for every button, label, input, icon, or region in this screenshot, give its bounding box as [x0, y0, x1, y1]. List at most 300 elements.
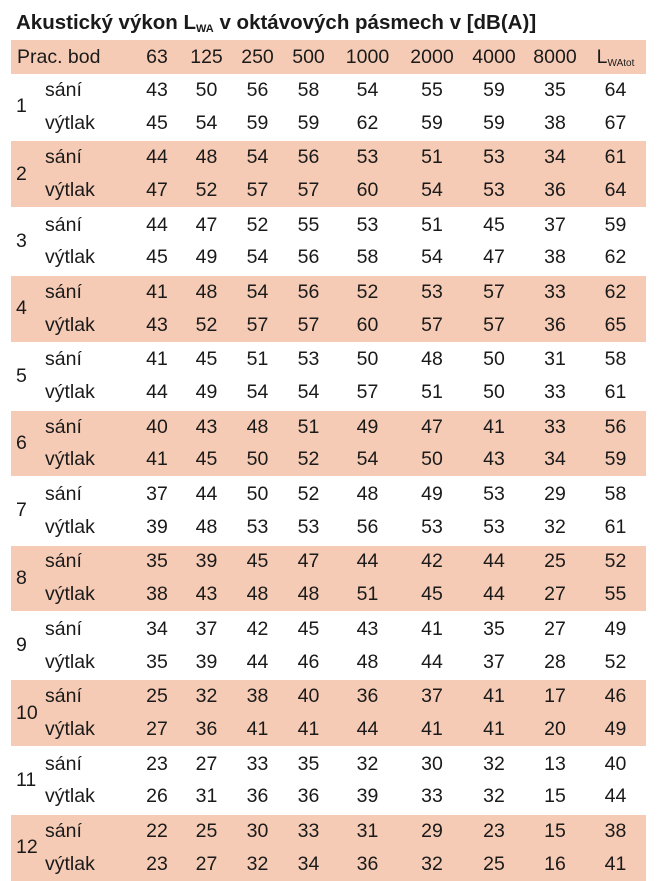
value-cell: 22: [146, 819, 168, 842]
value-cell: 45: [483, 213, 505, 236]
table-row: [11, 578, 646, 612]
operating-point-group: [11, 612, 646, 679]
value-cell: 57: [246, 313, 269, 336]
mode-label: sání: [45, 348, 82, 371]
value-cell: 27: [195, 852, 218, 875]
value-cell: 36: [356, 852, 379, 875]
header-band: 250: [241, 45, 274, 68]
value-cell: 57: [246, 178, 269, 201]
total-cell: 49: [604, 717, 627, 740]
total-cell: 64: [604, 178, 627, 201]
value-cell: 52: [246, 213, 269, 236]
value-cell: 48: [195, 515, 218, 538]
value-cell: 25: [146, 685, 168, 708]
table-row: [11, 848, 646, 881]
value-cell: 49: [421, 483, 443, 506]
value-cell: 27: [544, 583, 566, 606]
value-cell: 53: [421, 280, 443, 303]
table-row: [11, 814, 646, 848]
value-cell: 29: [421, 819, 443, 842]
value-cell: 42: [246, 617, 269, 640]
table-row: [11, 376, 646, 410]
value-cell: 56: [297, 280, 320, 303]
operating-point-group: [11, 208, 646, 275]
value-cell: 54: [421, 246, 443, 269]
value-cell: 40: [297, 685, 320, 708]
value-cell: 56: [356, 515, 379, 538]
value-cell: 57: [356, 381, 379, 404]
table-row: [11, 208, 646, 242]
mode-label: výtlak: [45, 246, 95, 269]
header-band: 8000: [533, 45, 577, 68]
mode-label: výtlak: [45, 381, 95, 404]
value-cell: 41: [421, 717, 443, 740]
value-cell: 48: [297, 583, 320, 606]
value-cell: 58: [356, 246, 379, 269]
value-cell: 45: [246, 550, 269, 573]
value-cell: 41: [297, 717, 320, 740]
operating-point-number: 8: [16, 566, 27, 589]
table-row: [11, 545, 646, 579]
value-cell: 37: [421, 685, 443, 708]
mode-label: sání: [45, 617, 82, 640]
header-total-sub: WAtot: [607, 57, 635, 69]
value-cell: 50: [483, 348, 505, 371]
mode-label: sání: [45, 213, 82, 236]
value-cell: 49: [356, 415, 379, 438]
value-cell: 36: [356, 685, 379, 708]
value-cell: 45: [146, 246, 168, 269]
value-cell: 36: [195, 717, 218, 740]
value-cell: 33: [544, 280, 566, 303]
value-cell: 33: [297, 819, 320, 842]
value-cell: 60: [356, 178, 379, 201]
value-cell: 49: [195, 381, 218, 404]
operating-point-number: 4: [16, 297, 27, 320]
value-cell: 49: [195, 246, 218, 269]
total-cell: 56: [604, 415, 627, 438]
value-cell: 51: [297, 415, 320, 438]
table-row: [11, 747, 646, 781]
value-cell: 44: [483, 550, 505, 573]
value-cell: 50: [195, 78, 218, 101]
value-cell: 47: [146, 178, 168, 201]
value-cell: 54: [246, 381, 269, 404]
header-row: [11, 40, 646, 74]
value-cell: 54: [246, 146, 269, 169]
value-cell: 53: [483, 178, 505, 201]
value-cell: 51: [421, 381, 443, 404]
table-row: [11, 646, 646, 680]
value-cell: 36: [544, 178, 566, 201]
operating-point-group: [11, 747, 646, 814]
value-cell: 53: [246, 515, 269, 538]
table-row: [11, 140, 646, 174]
value-cell: 13: [544, 752, 566, 775]
value-cell: 57: [297, 313, 320, 336]
value-cell: 59: [483, 111, 505, 134]
value-cell: 27: [146, 717, 168, 740]
value-cell: 36: [544, 313, 566, 336]
value-cell: 37: [146, 483, 168, 506]
value-cell: 51: [246, 348, 269, 371]
value-cell: 34: [297, 852, 320, 875]
value-cell: 30: [246, 819, 269, 842]
value-cell: 41: [146, 348, 168, 371]
value-cell: 32: [483, 752, 505, 775]
sound-power-table: [11, 40, 646, 881]
value-cell: 15: [544, 785, 566, 808]
table-row: [11, 780, 646, 814]
value-cell: 50: [246, 448, 269, 471]
value-cell: 50: [421, 448, 443, 471]
mode-label: sání: [45, 78, 82, 101]
value-cell: 38: [246, 685, 269, 708]
table-row: [11, 275, 646, 309]
value-cell: 48: [195, 280, 218, 303]
value-cell: 54: [356, 78, 379, 101]
mode-label: sání: [45, 280, 82, 303]
value-cell: 50: [246, 483, 269, 506]
header-band: 1000: [345, 45, 390, 68]
value-cell: 55: [421, 78, 443, 101]
operating-point-group: [11, 679, 646, 746]
total-cell: 61: [604, 146, 627, 169]
value-cell: 44: [246, 650, 269, 673]
value-cell: 48: [356, 483, 379, 506]
value-cell: 51: [356, 583, 379, 606]
value-cell: 56: [297, 246, 320, 269]
value-cell: 54: [356, 448, 379, 471]
value-cell: 29: [544, 483, 566, 506]
value-cell: 44: [483, 583, 505, 606]
operating-point-group: [11, 343, 646, 410]
value-cell: 32: [195, 685, 218, 708]
total-cell: 44: [604, 785, 627, 808]
total-cell: 58: [604, 483, 627, 506]
value-cell: 33: [544, 381, 566, 404]
total-cell: 46: [604, 685, 627, 708]
total-cell: 62: [604, 280, 627, 303]
operating-point-group: [11, 545, 646, 612]
value-cell: 25: [195, 819, 218, 842]
value-cell: 33: [246, 752, 269, 775]
value-cell: 44: [146, 381, 168, 404]
total-cell: 49: [604, 617, 627, 640]
mode-label: sání: [45, 483, 82, 506]
value-cell: 53: [421, 515, 443, 538]
table-row: [11, 477, 646, 511]
value-cell: 54: [421, 178, 443, 201]
value-cell: 44: [146, 213, 168, 236]
value-cell: 25: [483, 852, 505, 875]
value-cell: 32: [421, 852, 443, 875]
value-cell: 51: [421, 146, 443, 169]
header-total: [585, 40, 646, 74]
value-cell: 39: [146, 515, 168, 538]
table-row: [11, 241, 646, 275]
header-total-main: L: [596, 45, 608, 68]
value-cell: 44: [421, 650, 443, 673]
value-cell: 48: [246, 415, 269, 438]
operating-point-group: [11, 74, 646, 140]
value-cell: 39: [195, 550, 218, 573]
value-cell: 55: [297, 213, 320, 236]
total-cell: 61: [604, 515, 627, 538]
mode-label: výtlak: [45, 178, 95, 201]
value-cell: 47: [195, 213, 218, 236]
value-cell: 32: [483, 785, 505, 808]
value-cell: 60: [356, 313, 379, 336]
value-cell: 41: [483, 717, 505, 740]
value-cell: 51: [421, 213, 443, 236]
value-cell: 50: [356, 348, 379, 371]
value-cell: 57: [297, 178, 320, 201]
value-cell: 45: [195, 448, 218, 471]
value-cell: 62: [356, 111, 379, 134]
operating-point-number: 10: [16, 701, 38, 724]
total-cell: 38: [604, 819, 627, 842]
operating-point-group: [11, 814, 646, 880]
table-row: [11, 612, 646, 646]
value-cell: 48: [356, 650, 379, 673]
value-cell: 43: [146, 313, 168, 336]
mode-label: výtlak: [45, 448, 95, 471]
value-cell: 23: [146, 752, 168, 775]
mode-label: sání: [45, 752, 82, 775]
header-band: 4000: [472, 45, 516, 68]
value-cell: 34: [146, 617, 168, 640]
value-cell: 52: [356, 280, 379, 303]
header-band: 2000: [410, 45, 454, 68]
operating-point-number: 5: [16, 364, 27, 387]
value-cell: 27: [544, 617, 566, 640]
value-cell: 43: [195, 583, 218, 606]
value-cell: 57: [483, 313, 505, 336]
mode-label: výtlak: [45, 852, 95, 875]
value-cell: 45: [146, 111, 168, 134]
value-cell: 56: [297, 146, 320, 169]
value-cell: 43: [146, 78, 168, 101]
operating-point-number: 1: [16, 95, 27, 118]
value-cell: 59: [421, 111, 443, 134]
value-cell: 48: [246, 583, 269, 606]
value-cell: 53: [483, 146, 505, 169]
table-title: [16, 8, 536, 38]
total-cell: 41: [604, 852, 627, 875]
mode-label: sání: [45, 550, 82, 573]
value-cell: 31: [544, 348, 566, 371]
value-cell: 33: [544, 415, 566, 438]
value-cell: 44: [356, 717, 379, 740]
value-cell: 30: [421, 752, 443, 775]
value-cell: 48: [421, 348, 443, 371]
value-cell: 25: [544, 550, 566, 573]
value-cell: 17: [544, 685, 566, 708]
value-cell: 47: [483, 246, 505, 269]
value-cell: 26: [146, 785, 168, 808]
table-row: [11, 309, 646, 343]
value-cell: 41: [421, 617, 443, 640]
mode-label: výtlak: [45, 111, 95, 134]
value-cell: 44: [195, 483, 218, 506]
value-cell: 59: [246, 111, 269, 134]
total-cell: 67: [604, 111, 627, 134]
total-cell: 52: [604, 650, 627, 673]
value-cell: 35: [544, 78, 566, 101]
value-cell: 59: [297, 111, 320, 134]
mode-label: sání: [45, 819, 82, 842]
value-cell: 43: [356, 617, 379, 640]
value-cell: 47: [421, 415, 443, 438]
value-cell: 31: [195, 785, 218, 808]
value-cell: 53: [297, 348, 320, 371]
value-cell: 27: [195, 752, 218, 775]
table-row: [11, 174, 646, 208]
table-row: [11, 74, 646, 107]
value-cell: 39: [356, 785, 379, 808]
operating-point-number: 3: [16, 229, 27, 252]
value-cell: 43: [483, 448, 505, 471]
header-point: Prac. bod: [17, 45, 101, 68]
total-cell: 58: [604, 348, 627, 371]
value-cell: 32: [356, 752, 379, 775]
value-cell: 39: [195, 650, 218, 673]
mode-label: výtlak: [45, 717, 95, 740]
value-cell: 52: [297, 448, 320, 471]
mode-label: sání: [45, 685, 82, 708]
table-row: [11, 444, 646, 478]
mode-label: výtlak: [45, 313, 95, 336]
value-cell: 52: [195, 178, 218, 201]
value-cell: 36: [297, 785, 320, 808]
value-cell: 53: [483, 515, 505, 538]
value-cell: 34: [544, 146, 566, 169]
value-cell: 54: [297, 381, 320, 404]
value-cell: 58: [297, 78, 320, 101]
operating-point-number: 2: [16, 162, 27, 185]
value-cell: 47: [297, 550, 320, 573]
value-cell: 53: [356, 213, 379, 236]
title-prefix: Akustický výkon L: [16, 11, 197, 34]
value-cell: 20: [544, 717, 566, 740]
value-cell: 28: [544, 650, 566, 673]
operating-point-number: 12: [16, 836, 38, 859]
value-cell: 54: [246, 246, 269, 269]
total-cell: 64: [604, 78, 627, 101]
table-row: [11, 343, 646, 377]
operating-point-number: 9: [16, 634, 27, 657]
header-band: 63: [146, 45, 168, 68]
value-cell: 41: [246, 717, 269, 740]
value-cell: 31: [356, 819, 379, 842]
value-cell: 59: [483, 78, 505, 101]
mode-label: výtlak: [45, 785, 95, 808]
operating-point-number: 6: [16, 432, 27, 455]
value-cell: 34: [544, 448, 566, 471]
mode-label: sání: [45, 146, 82, 169]
value-cell: 38: [544, 246, 566, 269]
table-row: [11, 107, 646, 141]
value-cell: 54: [195, 111, 218, 134]
operating-point-group: [11, 275, 646, 342]
value-cell: 53: [483, 483, 505, 506]
value-cell: 41: [146, 448, 168, 471]
value-cell: 44: [146, 146, 168, 169]
value-cell: 45: [297, 617, 320, 640]
total-cell: 65: [604, 313, 627, 336]
table-row: [11, 410, 646, 444]
value-cell: 53: [356, 146, 379, 169]
table-row: [11, 511, 646, 545]
total-cell: 40: [604, 752, 627, 775]
value-cell: 44: [356, 550, 379, 573]
value-cell: 35: [297, 752, 320, 775]
title-subscript: WA: [196, 23, 214, 35]
value-cell: 23: [483, 819, 505, 842]
value-cell: 52: [195, 313, 218, 336]
value-cell: 32: [544, 515, 566, 538]
value-cell: 57: [483, 280, 505, 303]
value-cell: 37: [483, 650, 505, 673]
title-suffix: v oktávových pásmech v [dB(A)]: [213, 11, 537, 34]
header-band: 125: [190, 45, 223, 68]
value-cell: 38: [544, 111, 566, 134]
value-cell: 40: [146, 415, 168, 438]
value-cell: 54: [246, 280, 269, 303]
total-cell: 59: [604, 213, 627, 236]
value-cell: 38: [146, 583, 168, 606]
total-cell: 55: [604, 583, 627, 606]
value-cell: 41: [483, 415, 505, 438]
value-cell: 45: [421, 583, 443, 606]
value-cell: 50: [483, 381, 505, 404]
value-cell: 43: [195, 415, 218, 438]
value-cell: 46: [297, 650, 320, 673]
header-band: 500: [292, 45, 325, 68]
value-cell: 36: [246, 785, 269, 808]
operating-point-group: [11, 477, 646, 544]
total-cell: 59: [604, 448, 627, 471]
value-cell: 33: [421, 785, 443, 808]
value-cell: 35: [146, 550, 168, 573]
value-cell: 16: [544, 852, 566, 875]
value-cell: 41: [146, 280, 168, 303]
mode-label: výtlak: [45, 650, 95, 673]
operating-point-group: [11, 140, 646, 207]
value-cell: 23: [146, 852, 168, 875]
total-cell: 61: [604, 381, 627, 404]
table-row: [11, 679, 646, 713]
total-cell: 52: [604, 550, 627, 573]
value-cell: 53: [297, 515, 320, 538]
mode-label: výtlak: [45, 515, 95, 538]
value-cell: 37: [544, 213, 566, 236]
value-cell: 48: [195, 146, 218, 169]
value-cell: 41: [483, 685, 505, 708]
value-cell: 57: [421, 313, 443, 336]
total-cell: 62: [604, 246, 627, 269]
value-cell: 56: [246, 78, 269, 101]
value-cell: 37: [195, 617, 218, 640]
table-row: [11, 713, 646, 747]
value-cell: 35: [146, 650, 168, 673]
value-cell: 35: [483, 617, 505, 640]
operating-point-group: [11, 410, 646, 477]
operating-point-number: 11: [16, 768, 37, 791]
value-cell: 52: [297, 483, 320, 506]
mode-label: výtlak: [45, 583, 95, 606]
